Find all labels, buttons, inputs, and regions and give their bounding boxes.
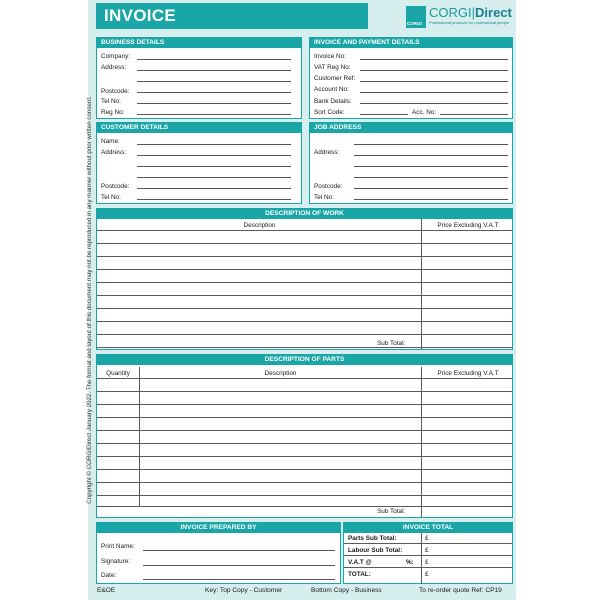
- invoice-title: INVOICE: [104, 6, 177, 25]
- work-row-line-5[interactable]: [97, 295, 512, 296]
- account-no-label: Account No:: [314, 86, 349, 93]
- work-row-line-2[interactable]: [97, 256, 512, 257]
- job-address-heading: JOB ADDRESS: [310, 123, 512, 133]
- job-tel-field[interactable]: [354, 199, 508, 200]
- vat-reg-label: VAT Reg No:: [314, 64, 351, 71]
- business-details-heading: BUSINESS DETAILS: [97, 38, 301, 48]
- job-address-line-3[interactable]: [354, 177, 508, 178]
- invoice-total-heading: INVOICE TOTAL: [344, 523, 512, 533]
- acc-no-label: Acc. No:: [412, 109, 437, 116]
- work-row-line-8[interactable]: [97, 334, 512, 335]
- work-row-line-4[interactable]: [97, 282, 512, 283]
- vat-rate-label: V.A.T @: [348, 559, 372, 566]
- work-row-line-0[interactable]: [97, 230, 512, 231]
- tel-label: Tel No:: [101, 98, 121, 105]
- job-address-line-2[interactable]: [354, 166, 508, 167]
- payment-details-panel: [309, 37, 513, 119]
- work-column-divider: [421, 219, 422, 349]
- account-no-field[interactable]: [360, 92, 508, 93]
- customer-tel-field[interactable]: [137, 199, 291, 200]
- customer-name-label: Name:: [101, 138, 120, 145]
- parts-row-line-2[interactable]: [97, 404, 512, 405]
- job-tel-label: Tel No:: [314, 194, 334, 201]
- prepared-by-heading: INVOICE PREPARED BY: [97, 523, 340, 533]
- parts-row-line-6[interactable]: [97, 456, 512, 457]
- job-address-label: Address:: [314, 149, 340, 156]
- vat-percent-label: %:: [406, 559, 414, 566]
- parts-quantity-divider: [139, 367, 140, 506]
- parts-row-line-0[interactable]: [97, 378, 512, 379]
- vat-value[interactable]: £: [425, 559, 429, 566]
- customer-postcode-field[interactable]: [137, 188, 291, 189]
- labour-subtotal-value[interactable]: £: [425, 547, 429, 554]
- logo-word-corgi: CORGI: [429, 5, 472, 20]
- parts-row-line-10[interactable]: [97, 506, 512, 507]
- address-label: Address:: [101, 64, 127, 71]
- customer-address-line-2[interactable]: [137, 166, 291, 167]
- corgi-badge-icon: CORGI: [406, 6, 426, 28]
- reg-label: Reg No:: [101, 109, 125, 116]
- parts-subtotal-label: Sub Total:: [377, 508, 406, 515]
- customer-tel-label: Tel No:: [101, 194, 121, 201]
- sort-code-label: Sort Code:: [314, 109, 345, 116]
- work-row-line-1[interactable]: [97, 243, 512, 244]
- customer-postcode-label: Postcode:: [101, 183, 130, 190]
- work-row-line-9[interactable]: [97, 347, 512, 348]
- print-name-field[interactable]: [143, 550, 335, 551]
- customer-ref-field[interactable]: [360, 81, 508, 82]
- bank-details-field[interactable]: [360, 103, 508, 104]
- logo-tagline: Professional products for professional people: [429, 20, 510, 25]
- total-column-divider: [421, 533, 422, 584]
- customer-details-panel: [96, 122, 302, 204]
- address-field-line-3[interactable]: [137, 92, 291, 93]
- copyright-notice: Copyright © CORGIDirect January 2022. The format and layout of this document may not be reproduced in any manner without prior written consent.: [86, 96, 93, 504]
- parts-subtotal-value[interactable]: £: [425, 535, 429, 542]
- logo-word-direct: Direct: [475, 5, 512, 20]
- date-label: Date:: [101, 572, 117, 579]
- parts-description-header: Description: [264, 370, 297, 377]
- footer-reorder: To re-order quote Ref: CP19: [419, 587, 502, 594]
- address-field-line-2[interactable]: [137, 81, 291, 82]
- customer-address-line-3[interactable]: [137, 177, 291, 178]
- grand-total-value[interactable]: £: [425, 571, 429, 578]
- print-name-label: Print Name:: [101, 543, 135, 550]
- business-details-panel: [96, 37, 302, 119]
- sort-code-field[interactable]: [360, 114, 408, 115]
- work-description-header: Description: [243, 222, 276, 229]
- vat-reg-field[interactable]: [360, 70, 508, 71]
- parts-row-line-8[interactable]: [97, 482, 512, 483]
- signature-field[interactable]: [143, 565, 335, 566]
- customer-address-line-1[interactable]: [137, 155, 291, 156]
- payment-details-heading: INVOICE AND PAYMENT DETAILS: [310, 38, 512, 48]
- date-field[interactable]: [143, 579, 335, 580]
- footer-bottom-copy: Bottom Copy - Business: [311, 587, 382, 594]
- company-field[interactable]: [137, 59, 291, 60]
- work-subtotal-label: Sub Total:: [377, 340, 406, 347]
- work-row-line-6[interactable]: [97, 308, 512, 309]
- job-address-line-0[interactable]: [354, 144, 508, 145]
- address-field-line-1[interactable]: [137, 70, 291, 71]
- customer-details-heading: CUSTOMER DETAILS: [97, 123, 301, 133]
- grand-total-label: TOTAL:: [348, 571, 371, 578]
- work-row-line-3[interactable]: [97, 269, 512, 270]
- invoice-no-field[interactable]: [360, 59, 508, 60]
- work-price-header: Price Excluding V.A.T: [437, 222, 499, 229]
- work-heading: DESCRIPTION OF WORK: [97, 209, 512, 219]
- parts-row-line-9[interactable]: [97, 495, 512, 496]
- acc-no-field[interactable]: [440, 114, 508, 115]
- customer-ref-label: Customer Ref:: [314, 75, 356, 82]
- parts-quantity-header: Quantity: [106, 370, 130, 377]
- parts-row-line-1[interactable]: [97, 391, 512, 392]
- invoice-total-panel: [343, 522, 513, 584]
- job-address-panel: [309, 122, 513, 204]
- parts-row-line-5[interactable]: [97, 443, 512, 444]
- customer-name-field[interactable]: [137, 144, 291, 145]
- work-panel: [96, 208, 513, 350]
- parts-panel: [96, 354, 513, 518]
- parts-row-line-4[interactable]: [97, 430, 512, 431]
- parts-row-line-7[interactable]: [97, 469, 512, 470]
- parts-subtotal-total-label: Parts Sub Total:: [348, 535, 397, 542]
- footer-eoe: E&OE: [97, 587, 116, 594]
- tel-field[interactable]: [137, 103, 291, 104]
- invoice-title-bar: [96, 3, 368, 29]
- corgi-direct-logo: CORGI CORGI|Direct Professional products for professional people: [407, 5, 512, 26]
- work-row-line-7[interactable]: [97, 321, 512, 322]
- prepared-by-panel: [96, 522, 341, 584]
- job-postcode-field[interactable]: [354, 188, 508, 189]
- job-address-line-1[interactable]: [354, 155, 508, 156]
- parts-row-line-3[interactable]: [97, 417, 512, 418]
- parts-heading: DESCRIPTION OF PARTS: [97, 355, 512, 365]
- customer-address-label: Address:: [101, 149, 127, 156]
- parts-price-header: Price Excluding V.A.T: [437, 370, 499, 377]
- job-postcode-label: Postcode:: [314, 183, 343, 190]
- invoice-no-label: Invoice No:: [314, 53, 346, 60]
- company-label: Company:: [101, 53, 131, 60]
- signature-label: Signature:: [101, 558, 131, 565]
- reg-field[interactable]: [137, 114, 291, 115]
- bank-details-label: Bank Details:: [314, 98, 352, 105]
- postcode-label: Postcode:: [101, 88, 130, 95]
- labour-subtotal-label: Labour Sub Total:: [348, 547, 403, 554]
- footer-key: Key: Top Copy - Customer: [205, 587, 283, 594]
